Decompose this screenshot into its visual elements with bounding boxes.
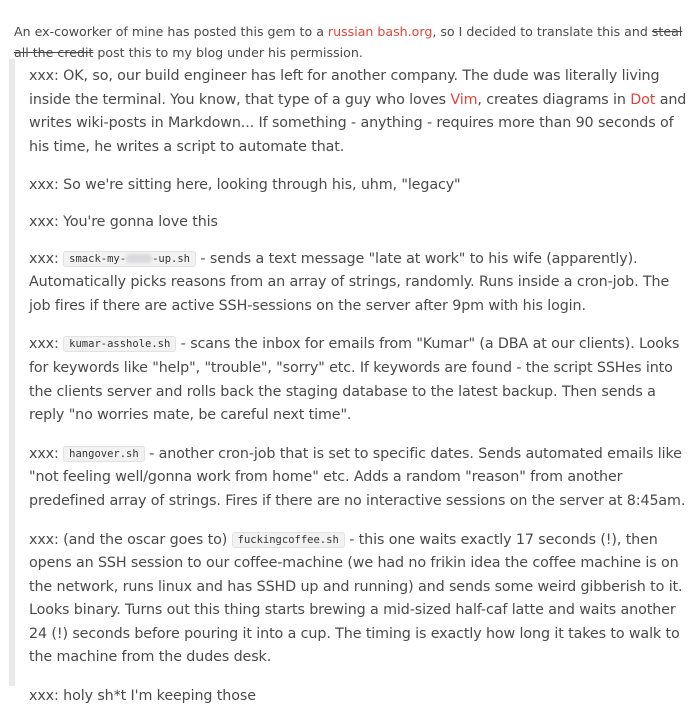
russian-bash-link[interactable]: russian bash.org	[327, 23, 433, 39]
quote-prefix: xxx:	[29, 336, 64, 353]
quote-paragraph-kumar	[29, 333, 690, 427]
script-name-kumar: kumar-asshole.sh	[63, 336, 176, 352]
script-name-part: smack-my-	[69, 252, 127, 265]
quote-paragraph-smack	[29, 248, 690, 319]
quote-prefix: xxx:	[29, 445, 64, 462]
censored-word	[126, 254, 152, 263]
quote-text: - scans the inbox for emails from "Kumar" (a DBA at our clients). Looks for keywords like "help", "trouble", "sorry" etc. If keywords are found - the script SSHes into the clients server and rolls back the staging database to the latest backup. Then sends a reply "no worries mate, be careful next time".	[29, 336, 680, 424]
quote-text: xxx: OK, so, our build engineer has left for another company. The dude was literally living inside the terminal. You know, that type of a guy who loves	[29, 68, 660, 108]
dot-link[interactable]: Dot	[630, 91, 656, 108]
quote-text: - another cron-job that is set to specific dates. Sends automated emails like "not feeling well/gonna work from home" etc. Adds a random "reason" from another predefined array of strings. Fires if there are no interactive sessions on the server at 8:45am.	[29, 445, 686, 509]
quote-text: , creates diagrams in	[477, 91, 631, 108]
intro-text-start: An ex-coworker of mine has posted this gem to a	[14, 23, 328, 39]
quote-paragraph-coffee	[29, 529, 690, 671]
quote-paragraph-legacy: xxx: So we're sitting here, looking through his, uhm, "legacy"	[29, 177, 461, 194]
quote-paragraph-intro	[29, 65, 690, 159]
vim-link[interactable]: Vim	[450, 91, 478, 108]
quote-paragraph-hangover	[29, 443, 690, 514]
quote-prefix: xxx: (and the oscar goes to)	[29, 531, 232, 548]
quote-paragraph-love: xxx: You're gonna love this	[29, 213, 218, 230]
script-name-coffee: fuckingcoffee.sh	[232, 532, 345, 548]
quote-text: - this one waits exactly 17 seconds (!), then opens an SSH session to our coffee-machine (we had no frikin idea the coffee machine is on the network, runs linux and has SSHD up and running) and sends some weird gibberish to it. Looks binary. Turns out this thing starts brewing a mid-sized half-caf latte and waits another 24 (!) seconds before pouring it into a cup. The timing is exactly how long it takes to walk to the machine from the dudes desk.	[29, 531, 683, 666]
script-name-part: -up.sh	[152, 252, 190, 265]
intro-text-end: post this to my blog under his permission.	[93, 44, 363, 60]
quote-text: and writes wiki-posts in Markdown... If something - anything - requires more than 90 seconds of his time, he writes a script to automate that.	[29, 91, 687, 155]
quote-paragraph-keeping: xxx: holy sh*t I'm keeping those	[29, 688, 256, 705]
intro-paragraph	[14, 21, 690, 63]
quote-text: - sends a text message "late at work" to his wife (apparently). Automatically picks reasons from an array of strings, randomly. Runs inside a cron-job. The job fires if there are active SSH-sessions on the server after 9pm with his login.	[29, 250, 670, 314]
intro-text-middle: , so I decided to translate this and	[432, 23, 652, 39]
blockquote	[9, 59, 692, 705]
struck-text: steal all the credit	[14, 23, 683, 60]
script-name-smack	[63, 251, 196, 267]
script-name-hangover: hangover.sh	[63, 446, 145, 462]
quote-prefix: xxx:	[29, 250, 64, 267]
